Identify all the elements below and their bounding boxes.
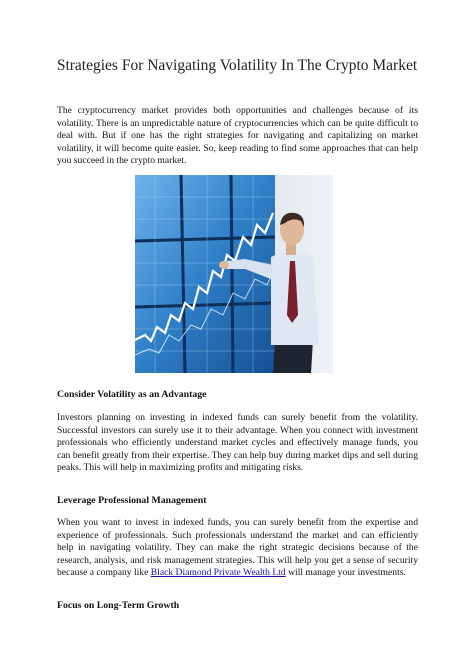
section-body-text: When you want to invest in indexed funds, you can surely benefit from the expertise and experience of professionals. Such professionals understand the market and can efficiently help in navigating volatility. They can make the right strategic decisions because of the research, analysis, and risk management strategies. This will help you get a sense of security because a company like: [57, 517, 418, 579]
intro-paragraph: The cryptocurrency market provides both opportunities and challenges because of its volatility. There is an unpredictable nature of cryptocurrencies which can be quite difficult to deal with. But if one has the right strategies for navigating and capitalizing on market volatility, it will become quite easier. So, keep reading to find some approaches that can help you succeed in the crypto market.: [57, 105, 418, 167]
section-body-volatility: Investors planning on investing in indexed funds can surely benefit from the volatility. Successful investors can surely use it to their advantage. When you connect with investment professionals who efficiently understand market cycles and effectively manage funds, you can benefit greatly from their expertise. They can help buy during market dips and sell during peaks. This will help in maximizing profits and mitigating risks.: [57, 412, 418, 474]
section-body-professional: [57, 517, 418, 580]
section-body-text-end: will manage your investments.: [285, 567, 406, 579]
page-title: Strategies For Navigating Volatility In The Crypto Market: [56, 57, 418, 74]
black-diamond-link[interactable]: Black Diamond Private Wealth Ltd: [150, 567, 286, 579]
section-heading-growth: Focus on Long-Term Growth: [57, 600, 180, 611]
section-heading-professional: Leverage Professional Management: [57, 495, 207, 506]
section-heading-volatility: Consider Volatility as an Advantage: [57, 389, 207, 400]
businessman-stock-chart-image: [135, 175, 333, 373]
